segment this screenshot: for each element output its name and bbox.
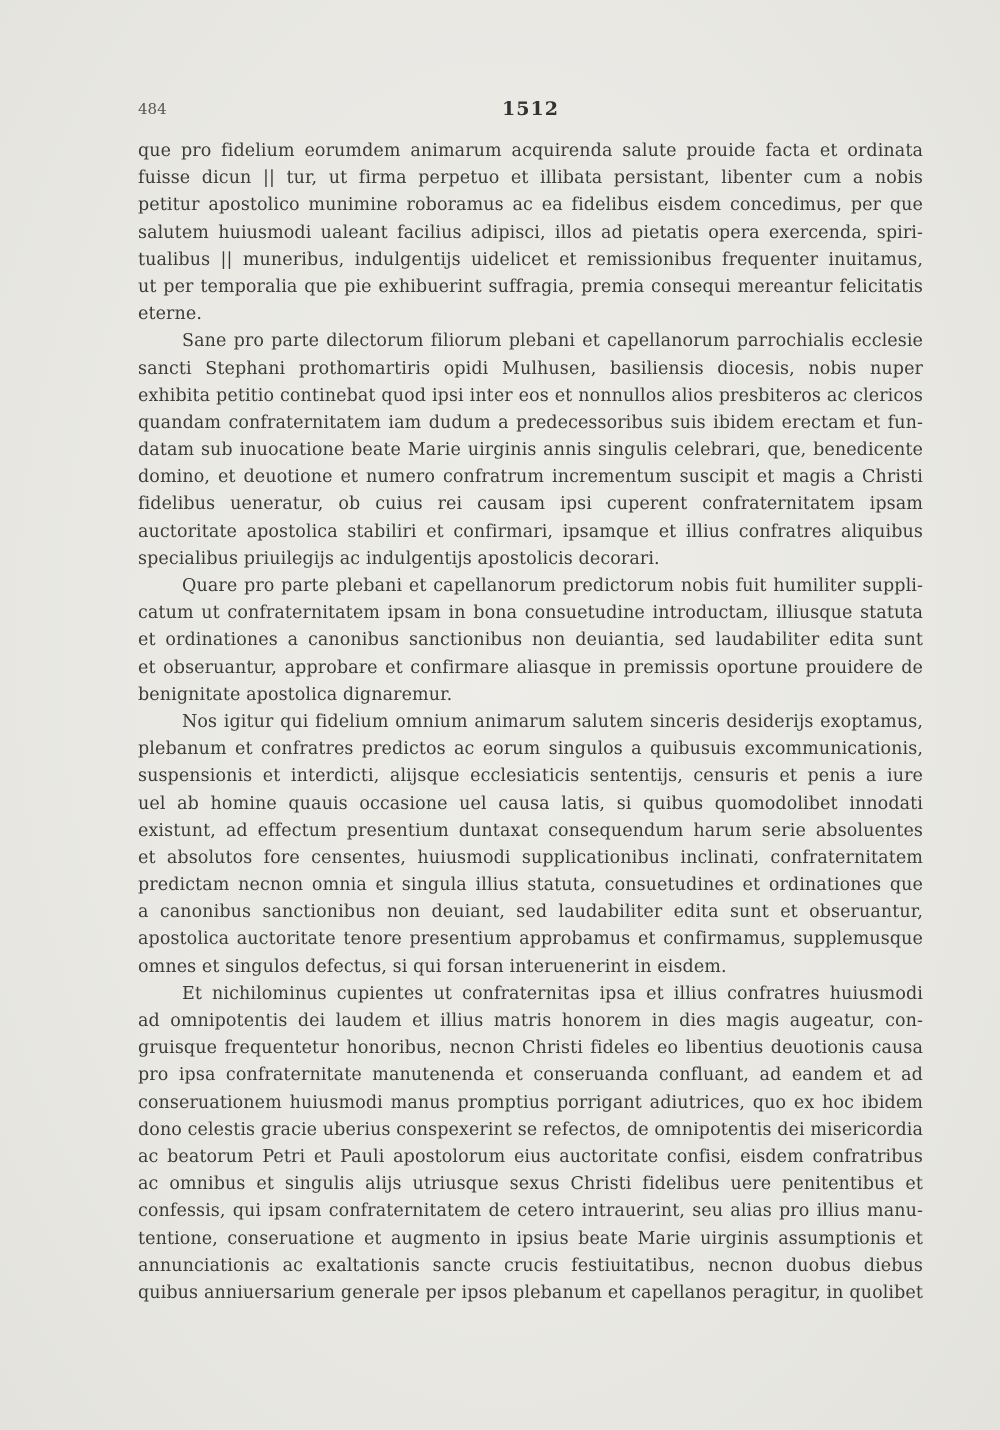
text-line: quibus anniuersarium generale per ipsos plebanum et capellanos peragitur, in quolibet bbox=[138, 1282, 923, 1303]
text-line: omnes et singulos defectus, si qui forsan interuenerint in eisdem. bbox=[138, 956, 727, 977]
text-line: ad omnipotentis dei laudem et illius matris honorem in dies magis augeatur, con- bbox=[138, 1011, 923, 1031]
text-line: pro ipsa confraternitate manutenenda et conseruanda confluant, ad eandem et ad bbox=[138, 1065, 923, 1086]
text-line: salutem huiusmodi ualeant facilius adipisci, illos ad pietatis opera exercenda, spiri- bbox=[138, 222, 923, 243]
text-line: benignitate apostolica dignaremur. bbox=[138, 684, 453, 705]
text-line: uel ab homine quauis occasione uel causa latis, si quibus quomodolibet innodati bbox=[138, 793, 923, 814]
text-line: et obseruantur, approbare et confirmare aliasque in premissis oportune prouidere de bbox=[138, 657, 923, 678]
body-text bbox=[138, 138, 923, 1307]
text-line: Quare pro parte plebani et capellanorum predictorum nobis fuit humiliter suppli- bbox=[182, 576, 923, 596]
text-line: et ordinationes a canonibus sanctionibus non deuiantia, sed laudabiliter edita sunt bbox=[138, 630, 923, 651]
text-line: ac omnibus et singulis alijs utriusque sexus Christi fidelibus uere penitentibus et bbox=[138, 1174, 923, 1195]
text-line: gruisque frequentetur honoribus, necnon Christi fideles eo libentius deuotionis causa bbox=[138, 1038, 923, 1059]
text-line: Et nichilominus cupientes ut confraternitas ipsa et illius confratres huiusmodi bbox=[182, 983, 923, 1004]
text-line: sancti Stephani prothomartiris opidi Mulhusen, basiliensis diocesis, nobis nuper bbox=[138, 358, 923, 379]
text-line: conseruationem huiusmodi manus promptius porrigant adiutrices, quo ex hoc ibidem bbox=[138, 1092, 923, 1113]
document-year-heading: 1512 bbox=[502, 98, 559, 120]
text-line: suspensionis et interdicti, alijsque ecclesiaticis sententijs, censuris et penis a iure bbox=[138, 766, 923, 787]
text-line: tentione, conseruatione et augmento in ipsius beate Marie uirginis assumptionis et bbox=[138, 1228, 923, 1249]
text-line: predictam necnon omnia et singula illius statuta, consuetudines et ordinationes que bbox=[138, 875, 923, 896]
text-line: auctoritate apostolica stabiliri et confirmari, ipsamque et illius confratres aliquibus bbox=[138, 521, 923, 542]
text-line: Nos igitur qui fidelium omnium animarum salutem sinceris desiderijs exoptamus, bbox=[182, 711, 923, 732]
text-line: annunciationis ac exaltationis sancte crucis festiuitatibus, necnon duobus diebus bbox=[138, 1255, 923, 1276]
text-line: eterne. bbox=[138, 304, 203, 325]
text-line: apostolica auctoritate tenore presentium approbamus et confirmamus, supplemusque bbox=[138, 929, 923, 950]
text-line: domino, et deuotione et numero confratrum incrementum suscipit et magis a Christi bbox=[138, 467, 923, 488]
page-number: 484 bbox=[138, 100, 167, 118]
text-line: catum ut confraternitatem ipsam in bona consuetudine introductam, illiusque statuta bbox=[138, 603, 923, 624]
text-line: ac beatorum Petri et Pauli apostolorum eius auctoritate confisi, eisdem confratribus bbox=[138, 1146, 923, 1167]
text-line: tualibus || muneribus, indulgentijs uidelicet et remissionibus frequenter inuitamus, bbox=[138, 249, 923, 270]
text-line: que pro fidelium eorumdem animarum acquirenda salute prouide facta et ordinata bbox=[138, 141, 923, 161]
text-line: ut per temporalia que pie exhibuerint suffragia, premia consequi mereantur felicitatis bbox=[138, 276, 923, 297]
text-line: existunt, ad effectum presentium duntaxat consequendum harum serie absoluentes bbox=[138, 820, 923, 841]
text-line: quandam confraternitatem iam dudum a predecessoribus suis ibidem erectam et fun- bbox=[138, 412, 923, 433]
text-line: confessis, qui ipsam confraternitatem de cetero intrauerint, seu alias pro illius manu- bbox=[138, 1201, 923, 1222]
text-line: petitur apostolico munimine roboramus ac ea fidelibus eisdem concedimus, per que bbox=[138, 195, 923, 216]
page-header bbox=[138, 100, 923, 126]
text-line: specialibus priuilegijs ac indulgentijs apostolicis decorari. bbox=[138, 548, 660, 569]
text-line: datam sub inuocatione beate Marie uirginis annis singulis celebrari, que, benedicente bbox=[138, 440, 923, 461]
text-line: et absolutos fore censentes, huiusmodi supplicationibus inclinati, confraternitatem bbox=[138, 847, 923, 868]
text-line: dono celestis gracie uberius conspexerint se refectos, de omnipotentis dei misericordia bbox=[138, 1119, 923, 1140]
text-line: Sane pro parte dilectorum filiorum plebani et capellanorum parrochialis ecclesie bbox=[182, 331, 923, 352]
text-line: a canonibus sanctionibus non deuiant, sed laudabiliter edita sunt et obseruantur, bbox=[138, 902, 923, 923]
text-line: fidelibus ueneratur, ob cuius rei causam ipsi cuperent confraternitatem ipsam bbox=[138, 494, 923, 515]
text-line: exhibita petitio continebat quod ipsi inter eos et nonnullos alios presbiteros ac clericos bbox=[138, 385, 923, 406]
text-line: plebanum et confratres predictos ac eorum singulos a quibusuis excommunicationis, bbox=[138, 739, 923, 760]
text-line: fuisse dicun || tur, ut firma perpetuo et illibata persistant, libenter cum a nobis bbox=[138, 168, 923, 189]
